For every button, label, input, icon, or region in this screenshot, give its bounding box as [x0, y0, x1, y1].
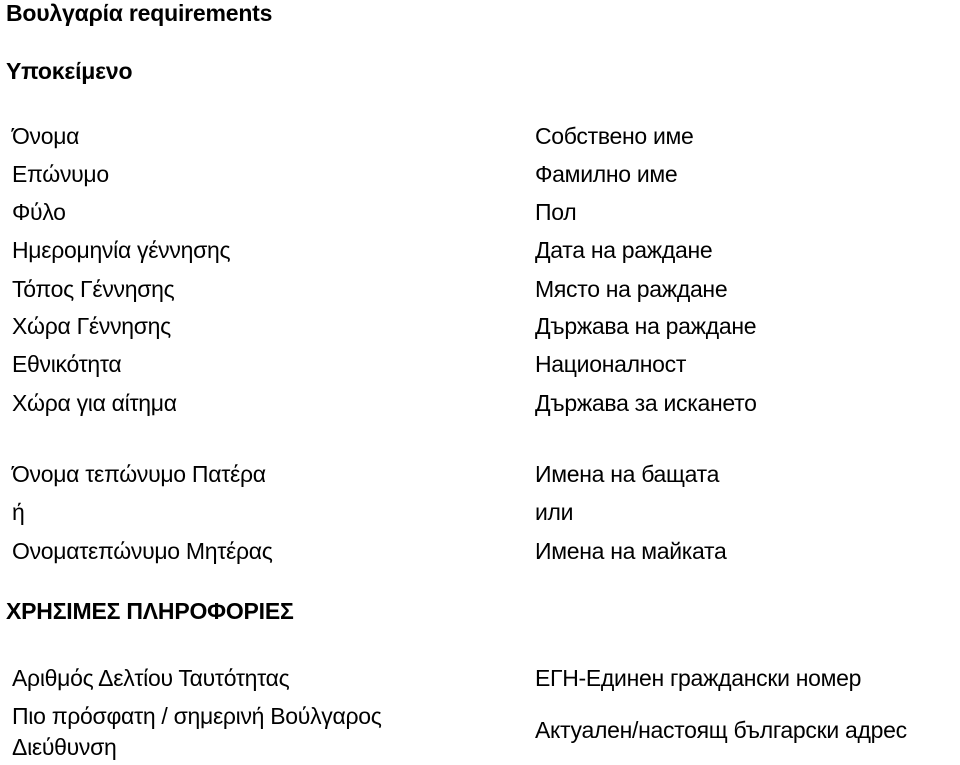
parent-label-bulgarian: Имена на бащата — [535, 461, 720, 487]
info-label-bulgarian: Актуален/настоящ български адрес — [535, 717, 907, 743]
field-label-greek: Όνομα — [12, 123, 80, 149]
parent-label-bulgarian: или — [535, 499, 574, 525]
field-label-bulgarian: Фамилно име — [535, 161, 678, 187]
field-label-bulgarian: Държава на раждане — [535, 313, 757, 339]
page-title: Βουλγαρία requirements — [6, 0, 273, 26]
field-label-greek: Τόπος Γέννησης — [12, 276, 175, 302]
section-heading-useful-info: ΧΡΗΣΙΜΕΣ ΠΛΗΡΟΦΟΡΙΕΣ — [6, 598, 294, 624]
field-label-bulgarian: Място на раждане — [535, 276, 728, 302]
field-label-greek: Χώρα Γέννησης — [12, 313, 171, 339]
parent-label-greek: Όνομα τεπώνυμο Πατέρα — [12, 461, 266, 487]
field-label-greek: Εθνικότητα — [12, 351, 122, 377]
field-label-greek: Φύλο — [12, 199, 66, 225]
parent-label-greek: Ονοματεπώνυμο Μητέρας — [12, 538, 273, 564]
info-label-greek: Αριθμός Δελτίου Ταυτότητας — [12, 665, 290, 691]
field-label-greek: Επώνυμο — [12, 161, 109, 187]
info-label-bulgarian: ЕГН-Единен граждански номер — [535, 665, 862, 691]
field-label-greek: Χώρα για αίτημα — [12, 390, 177, 416]
field-label-bulgarian: Дата на раждане — [535, 237, 713, 263]
section-heading-subject: Υποκείμενο — [6, 58, 133, 84]
parent-label-bulgarian: Имена на майката — [535, 538, 727, 564]
field-label-bulgarian: Държава за искането — [535, 390, 757, 416]
field-label-greek: Ημερομηνία γέννησης — [12, 237, 231, 263]
field-label-bulgarian: Пол — [535, 199, 577, 225]
info-label-greek-continued: Διεύθυνση — [12, 734, 117, 760]
parent-label-greek: ή — [12, 499, 25, 525]
info-label-greek: Πιο πρόσφατη / σημερινή Βούλγαρος — [12, 703, 382, 729]
field-label-bulgarian: Националност — [535, 351, 687, 377]
field-label-bulgarian: Собствено име — [535, 123, 694, 149]
